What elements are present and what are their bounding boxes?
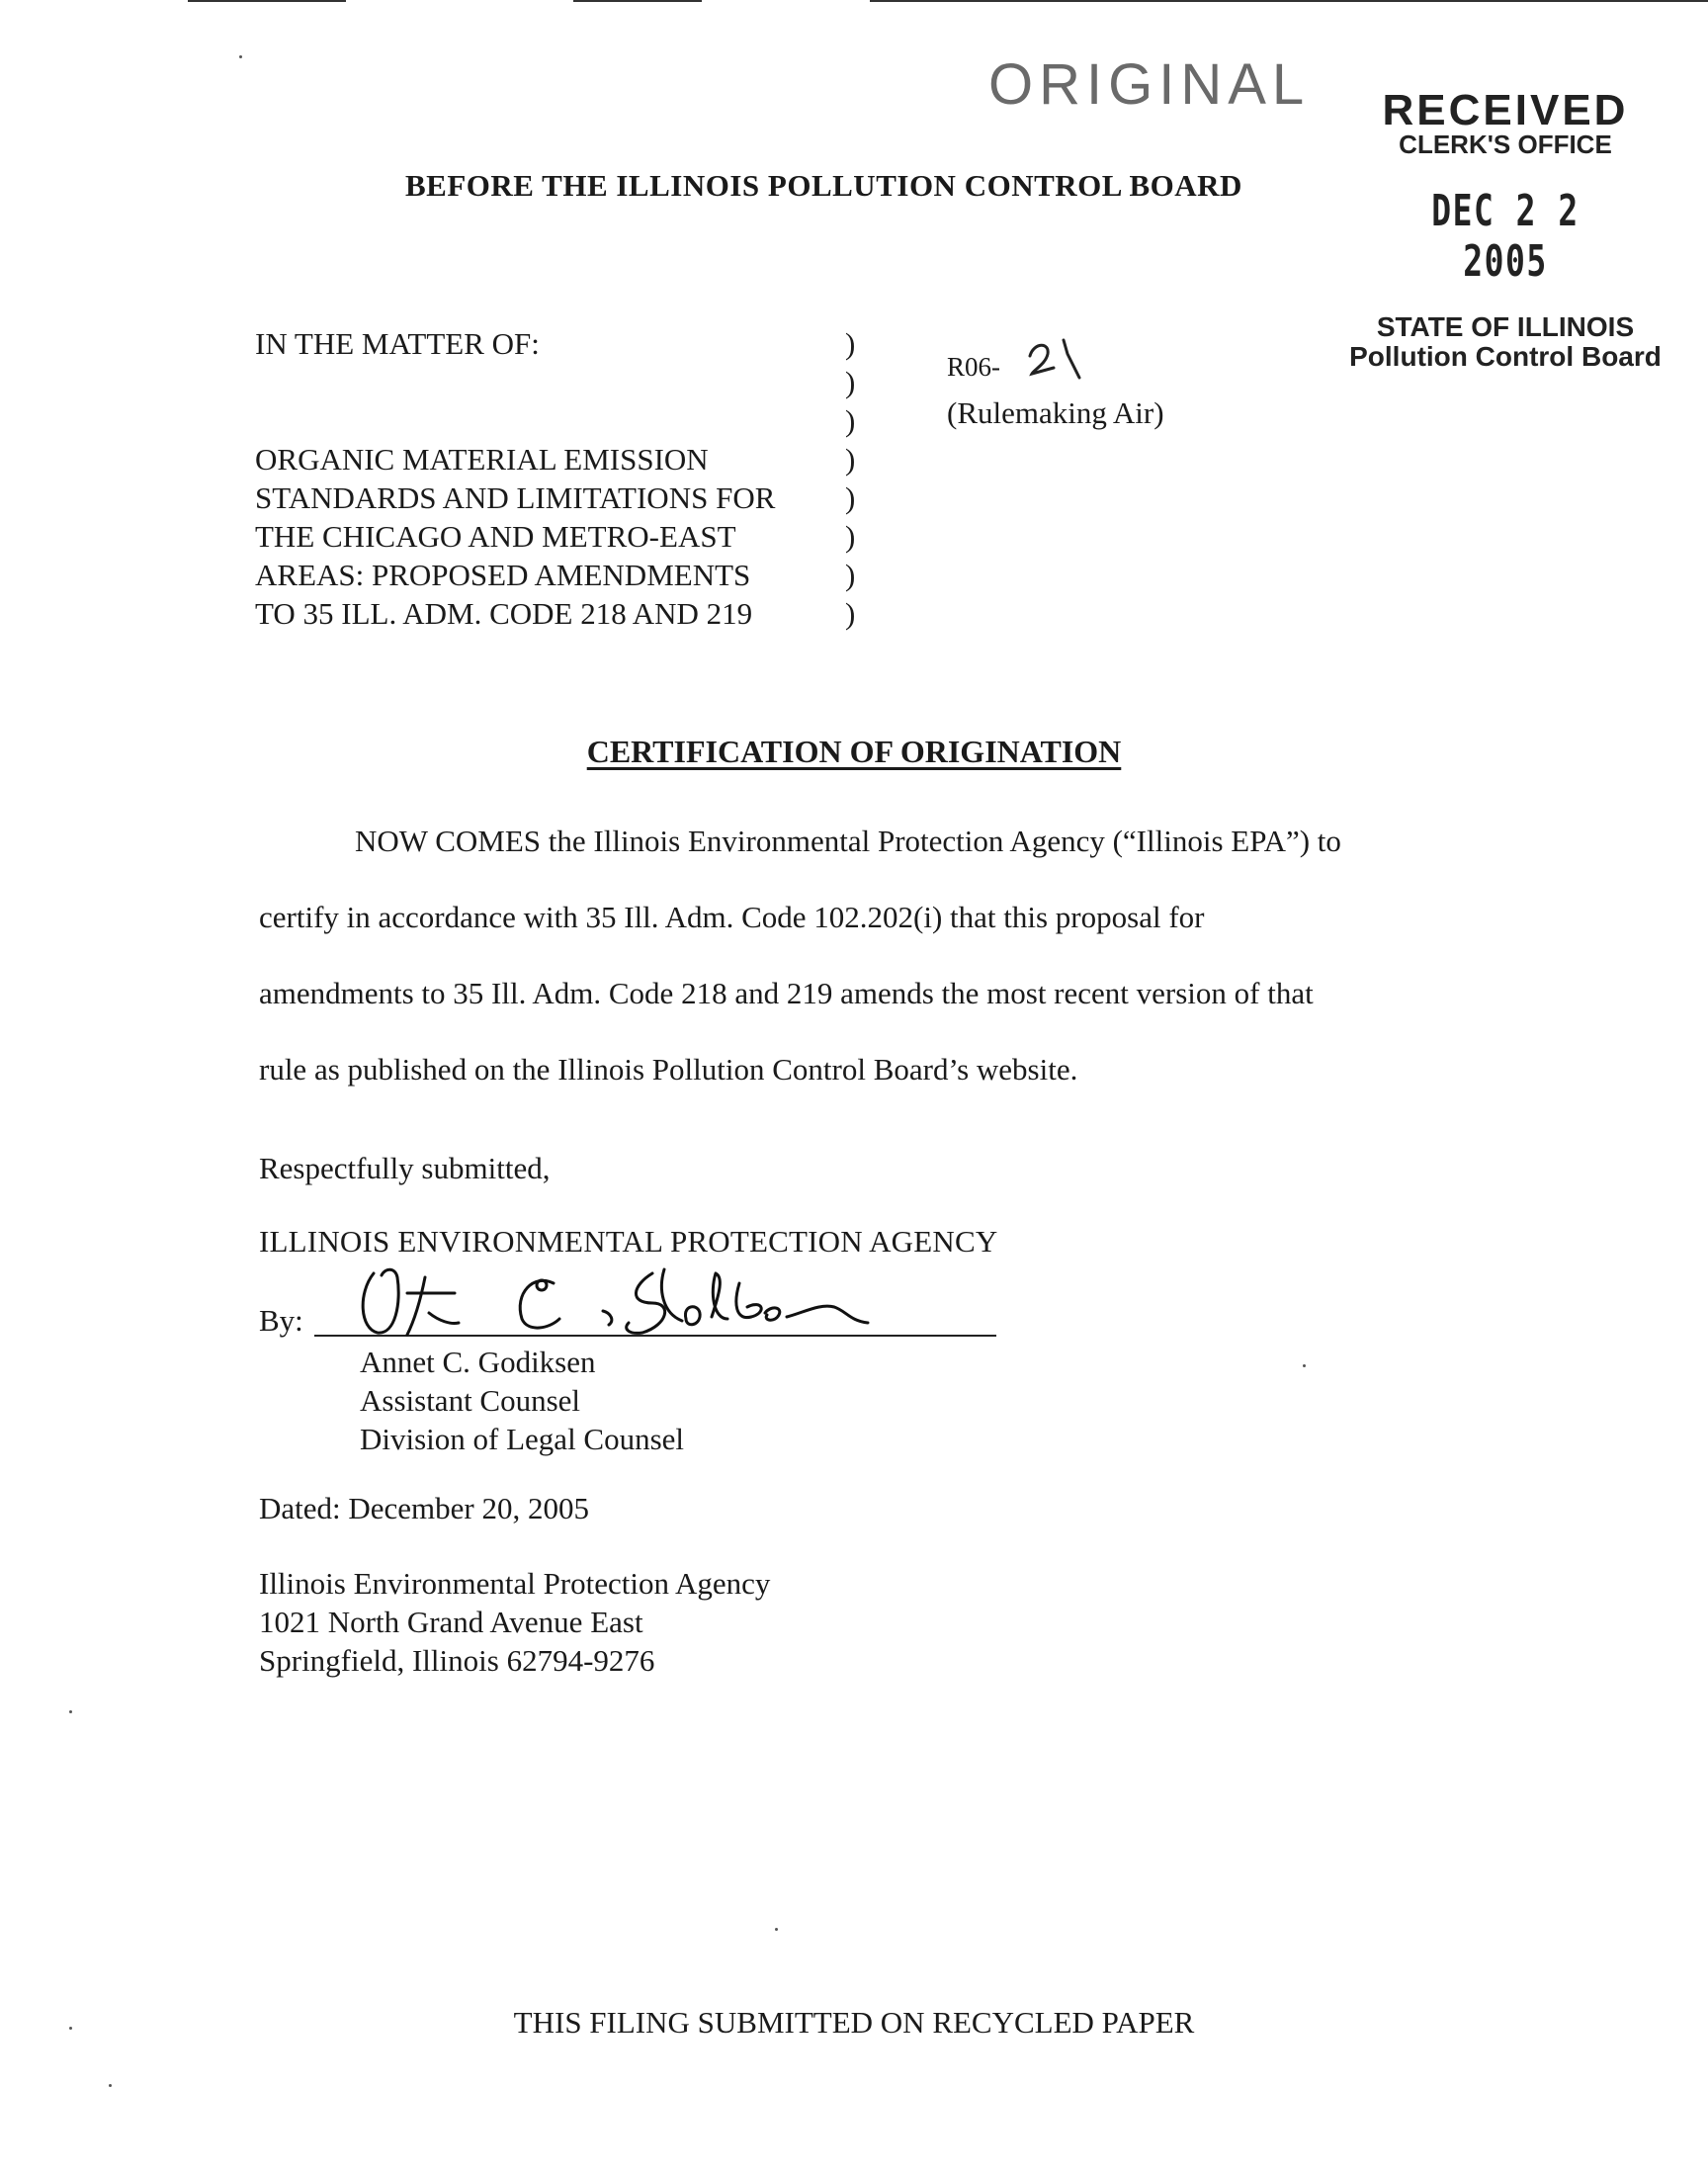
subject-line: STANDARDS AND LIMITATIONS FOR <box>255 480 776 515</box>
certification-line: rule as published on the Illinois Pollution Control Board’s website. <box>259 1052 1078 1087</box>
signer-division: Division of Legal Counsel <box>360 1422 685 1456</box>
rulemaking-type: (Rulemaking Air) <box>947 395 1164 430</box>
received-stamp <box>1342 86 1668 372</box>
caption-paren: ) <box>845 365 856 399</box>
certification-title: CERTIFICATION OF ORIGINATION <box>586 734 1122 769</box>
signer-block <box>360 1343 684 1458</box>
signer-title: Assistant Counsel <box>360 1383 581 1418</box>
caption-paren: ) <box>845 519 856 554</box>
recycled-paper-footer: THIS FILING SUBMITTED ON RECYCLED PAPER <box>513 2005 1195 2040</box>
certification-line: amendments to 35 Ill. Adm. Code 218 and 219 amends the most recent version of that <box>259 976 1314 1010</box>
signer-name: Annet C. Godiksen <box>360 1345 596 1379</box>
caption-paren: ) <box>845 326 856 361</box>
scan-speck <box>109 2084 112 2087</box>
scan-top-rule <box>573 0 702 2</box>
received-stamp-board: Pollution Control Board <box>1349 341 1662 372</box>
certification-line: NOW COMES the Illinois Environmental Protection Agency (“Illinois EPA”) to <box>355 824 1341 858</box>
received-stamp-office: CLERK'S OFFICE <box>1399 130 1612 159</box>
certification-body <box>259 803 1445 1107</box>
dated-line: Dated: December 20, 2005 <box>259 1491 589 1525</box>
handwritten-docket-number <box>1024 334 1093 393</box>
address-street: 1021 North Grand Avenue East <box>259 1605 643 1639</box>
scan-top-rule <box>188 0 346 2</box>
caption-paren: ) <box>845 558 856 592</box>
caption-paren: ) <box>845 403 856 438</box>
closing: Respectfully submitted, <box>259 1151 551 1185</box>
board-title: BEFORE THE ILLINOIS POLLUTION CONTROL BOARD <box>405 168 1242 203</box>
docket-number: R06- <box>947 352 1000 382</box>
scan-speck <box>69 1710 72 1713</box>
scan-speck <box>775 1928 778 1931</box>
caption-paren-column <box>845 324 855 633</box>
scan-speck <box>1303 1364 1306 1367</box>
subject-line: THE CHICAGO AND METRO-EAST <box>255 519 736 554</box>
handwritten-signature <box>356 1263 909 1343</box>
subject-line: TO 35 ILL. ADM. CODE 218 AND 219 <box>255 596 753 631</box>
matter-label: IN THE MATTER OF: <box>255 326 540 361</box>
address-city: Springfield, Illinois 62794-9276 <box>259 1643 655 1678</box>
subject-line: ORGANIC MATERIAL EMISSION <box>255 442 709 477</box>
scan-top-rule <box>870 0 1708 2</box>
certification-line: certify in accordance with 35 Ill. Adm. Code 102.202(i) that this proposal for <box>259 900 1205 934</box>
received-stamp-date: DEC 2 2 2005 <box>1431 186 1580 287</box>
subject-line: AREAS: PROPOSED AMENDMENTS <box>255 558 751 592</box>
original-stamp: ORIGINAL <box>988 52 1311 117</box>
scan-speck <box>239 55 242 58</box>
case-caption <box>255 324 775 633</box>
agency-name: ILLINOIS ENVIRONMENTAL PROTECTION AGENCY <box>259 1224 998 1259</box>
by-label: By: <box>259 1303 303 1338</box>
caption-paren: ) <box>845 480 856 515</box>
received-stamp-state: STATE OF ILLINOIS <box>1376 311 1635 342</box>
caption-paren: ) <box>845 442 856 477</box>
address-org: Illinois Environmental Protection Agency <box>259 1566 771 1601</box>
caption-paren: ) <box>845 596 856 631</box>
scan-speck <box>69 2027 72 2030</box>
agency-address <box>259 1564 770 1680</box>
received-stamp-title: RECEIVED <box>1382 86 1629 134</box>
